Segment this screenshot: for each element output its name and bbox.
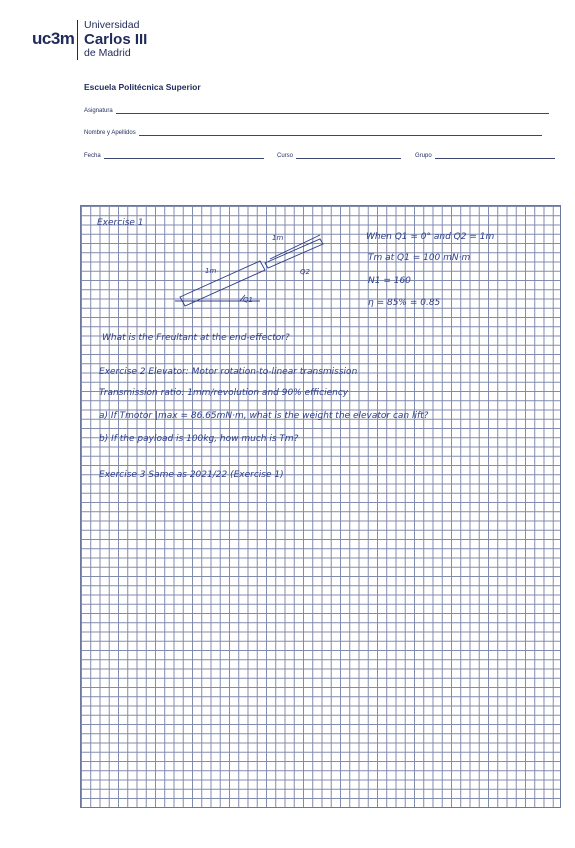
diagram-label-q2: Q2: [300, 268, 310, 276]
school-name: Escuela Politécnica Superior: [84, 82, 201, 92]
exercise3-text: Exercise 3 Same as 2021/22 (Exercise 1): [99, 470, 284, 480]
asignatura-field: [84, 107, 549, 114]
asignatura-line[interactable]: [116, 107, 549, 114]
exercise1-title: Exercise 1: [97, 218, 144, 228]
curso-field: [277, 152, 401, 159]
exercise2-title: Exercise 2 Elevator: Motor rotation-to-linear transmission: [99, 367, 358, 377]
university-name: [84, 20, 147, 58]
two-link-arm-diagram: [170, 227, 350, 317]
exercise1-condition-1: When Q1 = 0° and Q2 = 1m: [366, 232, 495, 242]
exercise1-condition-4: η = 85% = 0.85: [368, 298, 441, 308]
asignatura-label: Asignatura: [84, 108, 113, 114]
fecha-field: [84, 152, 264, 159]
logo-divider: [77, 20, 78, 60]
exercise2-ratio: Transmission ratio: 1mm/revolution and 90% efficiency: [99, 388, 349, 398]
curso-label: Curso: [277, 153, 294, 159]
exercise2-part-b: b) If the payload is 100kg, how much is Tm?: [99, 434, 299, 444]
university-line1: Universidad: [84, 19, 140, 31]
exercise1-condition-2: Tm at Q1 = 100 mN·m: [368, 253, 471, 263]
university-line2: Carlos III: [84, 30, 148, 48]
fecha-label: Fecha: [84, 153, 101, 159]
fecha-line[interactable]: [104, 152, 264, 159]
uc3m-logo: uc3m: [32, 29, 75, 48]
nombre-line[interactable]: [139, 129, 542, 136]
grupo-line[interactable]: [435, 152, 555, 159]
exercise2-part-a: a) If Tmotor |max = 86.65mN·m, what is the weight the elevator can lift?: [99, 411, 429, 421]
link2-shape: [265, 239, 323, 268]
nombre-label: Nombre y Apellidos: [84, 130, 136, 136]
grupo-label: Grupo: [415, 153, 432, 159]
grupo-field: [415, 152, 555, 159]
nombre-field: [84, 129, 542, 136]
diagram-label-q1: Q1: [243, 296, 253, 304]
curso-line[interactable]: [296, 152, 401, 159]
diagram-label-1m-left: 1m: [205, 267, 217, 275]
exercise1-condition-3: N1 = 160: [368, 276, 411, 286]
university-line3: de Madrid: [84, 46, 131, 59]
exercise1-question: What is the Freultant at the end-effector?: [102, 333, 290, 343]
diagram-label-1m-top: 1m: [272, 234, 284, 242]
